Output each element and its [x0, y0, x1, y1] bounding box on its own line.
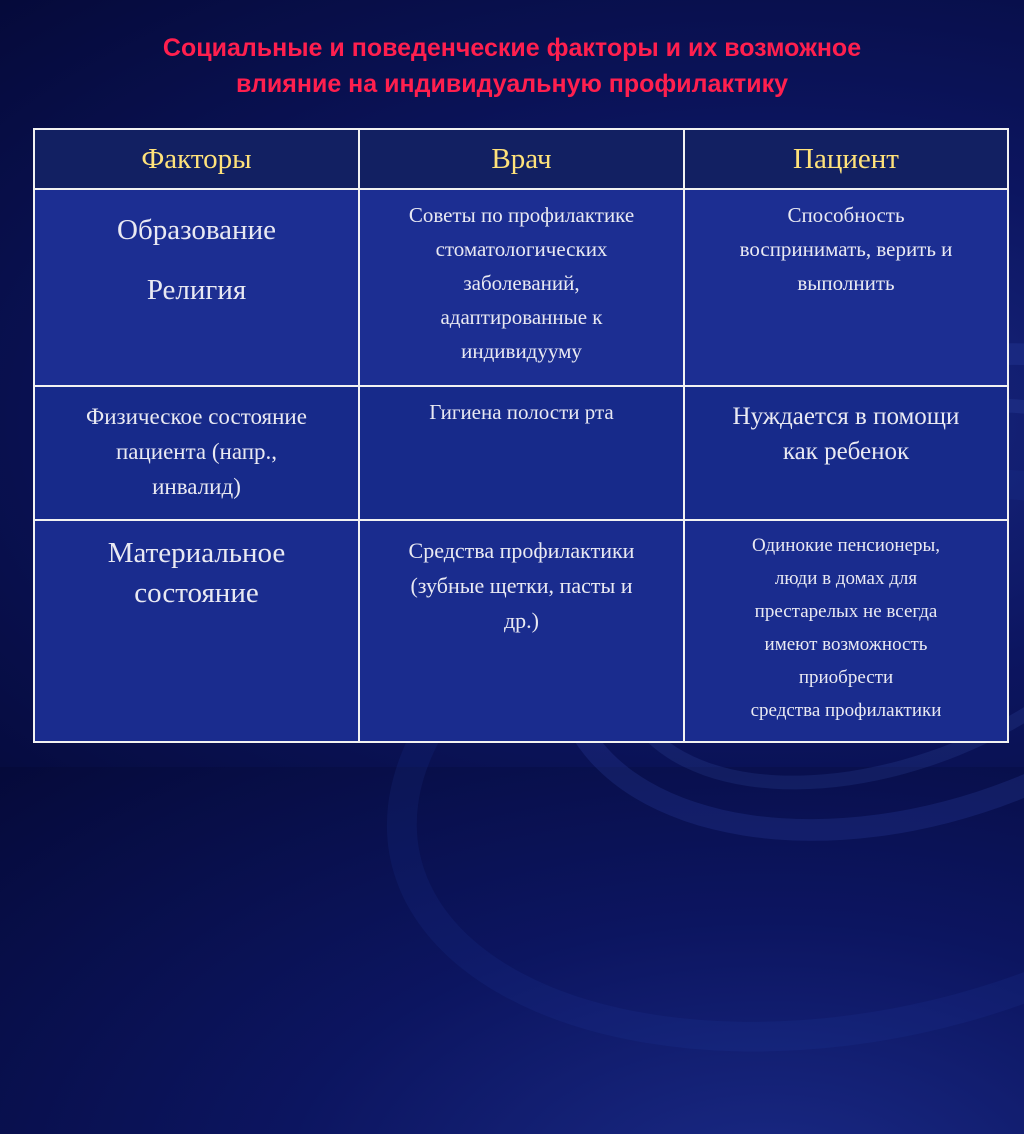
- factors-table: [33, 128, 1009, 743]
- slide-title-line: влияние на индивидуальную профилактику: [235, 70, 788, 98]
- cell-line: Религия: [146, 274, 247, 306]
- cell-line: люди в домах для: [774, 568, 918, 589]
- cell-line: индивидууму: [461, 339, 582, 363]
- factors-cell: [34, 189, 359, 386]
- cell-line: (зубные щетки, пасты и: [410, 573, 633, 598]
- cell-line: средства профилактики: [750, 700, 942, 721]
- patient-cell: [684, 386, 1008, 520]
- cell-line: Образование: [117, 214, 276, 246]
- doctor-cell: [359, 189, 684, 386]
- doctor-cell: [359, 386, 684, 520]
- cell-line: Гигиена полости рта: [429, 400, 614, 424]
- slide-title: [0, 30, 1024, 102]
- cell-line: Способность: [787, 203, 905, 227]
- cell-line: Нуждается в помощи: [732, 403, 960, 430]
- cell-line: Советы по профилактике: [408, 203, 635, 227]
- cell-line: состояние: [134, 577, 259, 609]
- cell-line: воспринимать, верить и: [739, 237, 953, 261]
- cell-line: др.): [503, 608, 540, 633]
- header-factors: Факторы: [34, 129, 359, 189]
- cell-line: пациента (напр.,: [115, 439, 278, 464]
- slide-title-line: Социальные и поведенческие факторы и их возможное: [162, 34, 862, 62]
- factors-cell: [34, 520, 359, 742]
- cell-line: заболеваний,: [463, 271, 580, 295]
- cell-line: имеют возможность: [764, 634, 928, 655]
- cell-line: стоматологических: [435, 237, 608, 261]
- cell-line: как ребенок: [782, 438, 910, 465]
- patient-cell: [684, 520, 1008, 742]
- patient-cell: [684, 189, 1008, 386]
- cell-line: адаптированные к: [440, 305, 603, 329]
- table-header-row: [34, 129, 1008, 189]
- cell-line: Средства профилактики: [408, 538, 635, 563]
- table-row: [34, 520, 1008, 742]
- cell-line: приобрести: [798, 667, 894, 688]
- header-patient: Пациент: [684, 129, 1008, 189]
- cell-line: Материальное: [107, 537, 286, 569]
- cell-line: Физическое состояние: [86, 404, 307, 429]
- doctor-cell: [359, 520, 684, 742]
- cell-line: выполнить: [797, 271, 895, 295]
- cell-line: престарелых не всегда: [754, 601, 938, 622]
- cell-line: Одинокие пенсионеры,: [751, 535, 941, 556]
- table-row: [34, 386, 1008, 520]
- table-row: [34, 189, 1008, 386]
- cell-line: инвалид): [152, 474, 241, 499]
- header-doctor: Врач: [359, 129, 684, 189]
- factors-cell: [34, 386, 359, 520]
